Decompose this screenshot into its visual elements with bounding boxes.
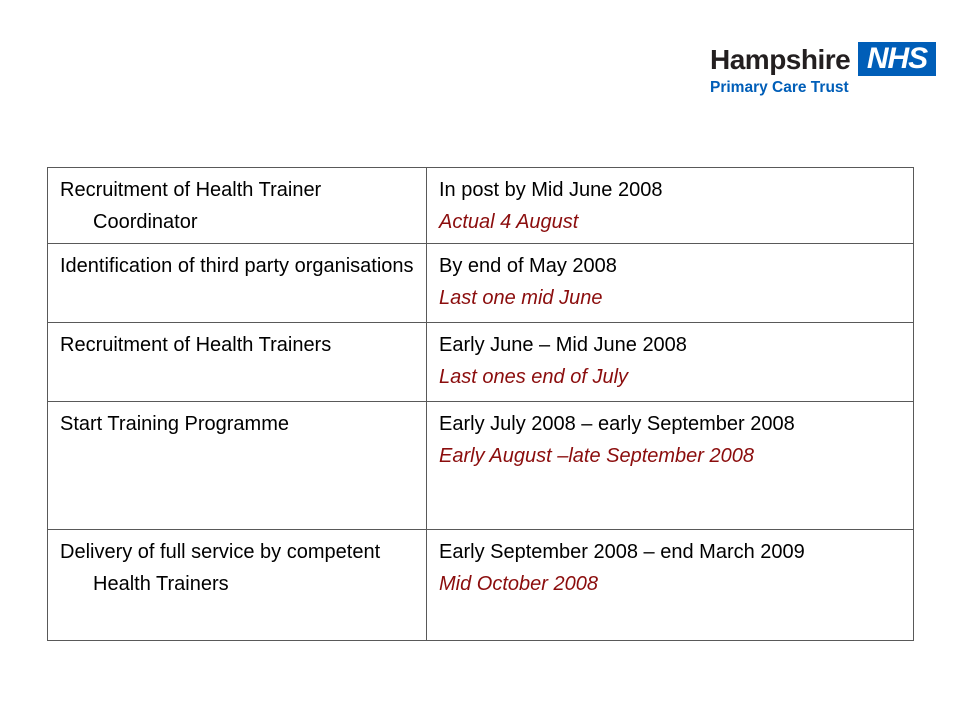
schedule-cell (427, 244, 914, 323)
table-row (48, 168, 914, 244)
table-row (48, 323, 914, 402)
hampshire-pct-logo (708, 42, 938, 102)
nhs-badge: NHS (858, 42, 936, 76)
task-text: Identification of third party organisations (60, 255, 414, 277)
logo-subtitle: Primary Care Trust (710, 79, 849, 96)
task-text: Recruitment of Health Trainers (60, 334, 332, 356)
logo-name: Hampshire (710, 44, 851, 75)
task-cell (48, 530, 427, 641)
task-cell (48, 168, 427, 244)
schedule-cell (427, 323, 914, 402)
task-text: Recruitment of Health Trainer Coordinator (60, 179, 322, 233)
actual-date: Actual 4 August (439, 211, 579, 233)
planned-date: Early September 2008 – end March 2009 (439, 541, 805, 563)
actual-date: Early August –late September 2008 (439, 445, 755, 467)
task-text: Delivery of full service by competent Health Trainers (60, 541, 381, 595)
planned-date: In post by Mid June 2008 (439, 179, 663, 201)
planned-date: Early June – Mid June 2008 (439, 334, 687, 356)
planned-date: Early July 2008 – early September 2008 (439, 413, 795, 435)
actual-date: Last one mid June (439, 287, 603, 309)
schedule-cell (427, 402, 914, 530)
planned-date: By end of May 2008 (439, 255, 617, 277)
task-text: Start Training Programme (60, 413, 289, 435)
task-cell (48, 402, 427, 530)
table-row (48, 402, 914, 530)
table-row (48, 244, 914, 323)
schedule-cell (427, 530, 914, 641)
timeline-table (47, 167, 914, 641)
table-row (48, 530, 914, 641)
actual-date: Last ones end of July (439, 366, 629, 388)
schedule-cell (427, 168, 914, 244)
task-cell (48, 323, 427, 402)
task-cell (48, 244, 427, 323)
actual-date: Mid October 2008 (439, 573, 598, 595)
